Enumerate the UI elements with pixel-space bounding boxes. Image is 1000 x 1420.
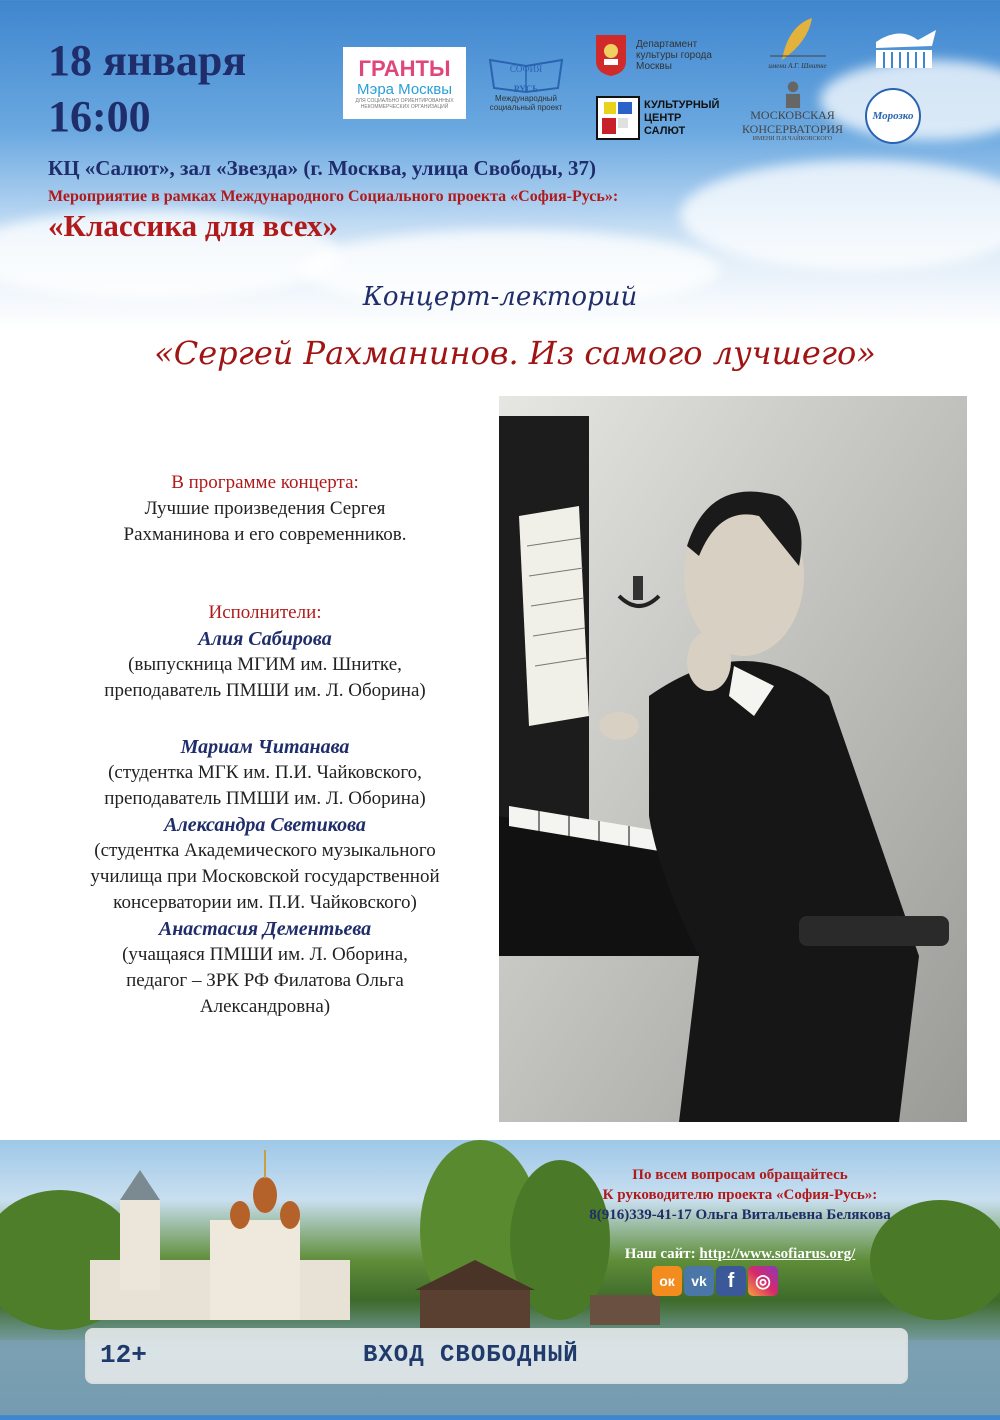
- project-line: Мероприятие в рамках Международного Социального проекта «София-Русь»:: [48, 188, 619, 205]
- performer-name: Алия Сабирова: [198, 628, 332, 650]
- odnoklassniki-icon[interactable]: ок: [652, 1266, 682, 1296]
- performer-detail: Александровна): [199, 996, 331, 1017]
- contacts-line-1: По всем вопросам обращайтесь: [632, 1167, 848, 1183]
- performers-heading: Исполнители:: [208, 602, 322, 623]
- event-time: 16:00: [48, 92, 151, 141]
- performer-item: [30, 812, 500, 916]
- performer-name: Анастасия Дементьева: [158, 918, 372, 940]
- concert-type: Концерт-лекторий: [362, 282, 638, 312]
- piano-logo: [870, 22, 942, 78]
- feather-icon: [768, 16, 828, 62]
- site-line: [540, 1246, 940, 1263]
- performer-detail: (выпускница МГИМ им. Шнитке,: [128, 654, 402, 675]
- age-rating: 12+: [100, 1340, 147, 1370]
- performer-name: Мариам Читанава: [180, 736, 350, 758]
- performer-item: [30, 734, 500, 812]
- contacts-phone: 8(916)339-41-17 Ольга Витальевна Белякова: [589, 1207, 891, 1223]
- vk-icon[interactable]: vk: [684, 1266, 714, 1296]
- sofia-caption: Международный социальный проект: [489, 94, 563, 112]
- performer-name: Александра Светикова: [164, 814, 366, 836]
- sofia-name: СОФИЯ: [509, 64, 543, 74]
- site-label: Наш сайт:: [624, 1246, 696, 1262]
- performer-item: [30, 916, 500, 1020]
- grants-title: ГРАНТЫ: [358, 55, 451, 81]
- grants-logo: [343, 47, 466, 119]
- composer-at-piano-image: [499, 396, 967, 1122]
- program-text: Лучшие произведения Сергея: [144, 498, 386, 519]
- moscow-culture-dept-logo: [594, 30, 734, 80]
- performer-detail: (студентка Академического музыкального: [94, 840, 436, 861]
- cloud-decoration: [680, 160, 1000, 270]
- grants-subtitle: Мэра Москвы: [357, 80, 452, 98]
- series-title: «Классика для всех»: [48, 208, 338, 243]
- performer-detail: консерватории им. П.И. Чайковского): [113, 892, 417, 913]
- schnittke-label: имени А.Г. Шнитке: [768, 62, 827, 70]
- composer-photo: [499, 396, 967, 1122]
- performer-detail: (студентка МГК им. П.И. Чайковского,: [108, 762, 422, 783]
- sofia-rus-logo: [482, 47, 570, 119]
- piano-icon: [870, 22, 942, 78]
- instagram-icon[interactable]: ◎: [748, 1266, 778, 1296]
- sofia-rus: РУСЬ: [513, 84, 539, 94]
- performer-detail: преподаватель ПМШИ им. Л. Оборина): [104, 680, 426, 701]
- contacts-block: [540, 1165, 940, 1225]
- salut-center-logo: [596, 96, 726, 140]
- contacts-line-2: К руководителю проекта «София-Русь»:: [602, 1187, 878, 1203]
- conservatory-sublabel: ИМЕНИ П.И.ЧАЙКОВСКОГО: [752, 136, 833, 142]
- site-link[interactable]: http://www.sofiarus.org/: [699, 1246, 856, 1262]
- free-entry-label: ВХОД СВОБОДНЫЙ: [363, 1342, 579, 1369]
- conservatory-label: МОСКОВСКАЯ КОНСЕРВАТОРИЯ: [741, 108, 844, 136]
- monument-icon: [773, 78, 813, 108]
- moscow-coat-of-arms-icon: [594, 33, 628, 77]
- program-block: [30, 470, 500, 1020]
- facebook-icon[interactable]: f: [716, 1266, 746, 1296]
- salut-squares-icon: [596, 96, 640, 140]
- performer-detail: (учащаяся ПМШИ им. Л. Оборина,: [122, 944, 408, 965]
- event-date: 18 января: [48, 36, 247, 85]
- dept-culture-label: Департамент культуры города Москвы: [636, 38, 712, 72]
- conservatory-logo: [735, 78, 850, 142]
- salut-center-label: КУЛЬТУРНЫЙ ЦЕНТР САЛЮТ: [644, 98, 720, 137]
- morozko-logo: [865, 88, 921, 144]
- schnittke-logo: [750, 10, 845, 76]
- program-text: Рахманинова и его современников.: [123, 524, 407, 545]
- venue: КЦ «Салют», зал «Звезда» (г. Москва, улица Свободы, 37): [48, 156, 597, 180]
- concert-title: «Сергей Рахманинов. Из самого лучшего»: [154, 334, 876, 372]
- program-heading: В программе концерта:: [171, 472, 359, 493]
- performer-detail: преподаватель ПМШИ им. Л. Оборина): [104, 788, 426, 809]
- social-icons: [652, 1266, 778, 1296]
- performer-item: [30, 626, 500, 704]
- grants-tiny: ДЛЯ СОЦИАЛЬНО ОРИЕНТИРОВАННЫХ НЕКОММЕРЧЕСКИХ ОРГАНИЗАЦИЙ: [355, 97, 454, 110]
- performer-detail: училища при Московской государственной: [90, 866, 440, 887]
- performer-detail: педагог – ЗРК РФ Филатова Ольга: [126, 970, 404, 991]
- morozko-label: Морозко: [872, 110, 914, 122]
